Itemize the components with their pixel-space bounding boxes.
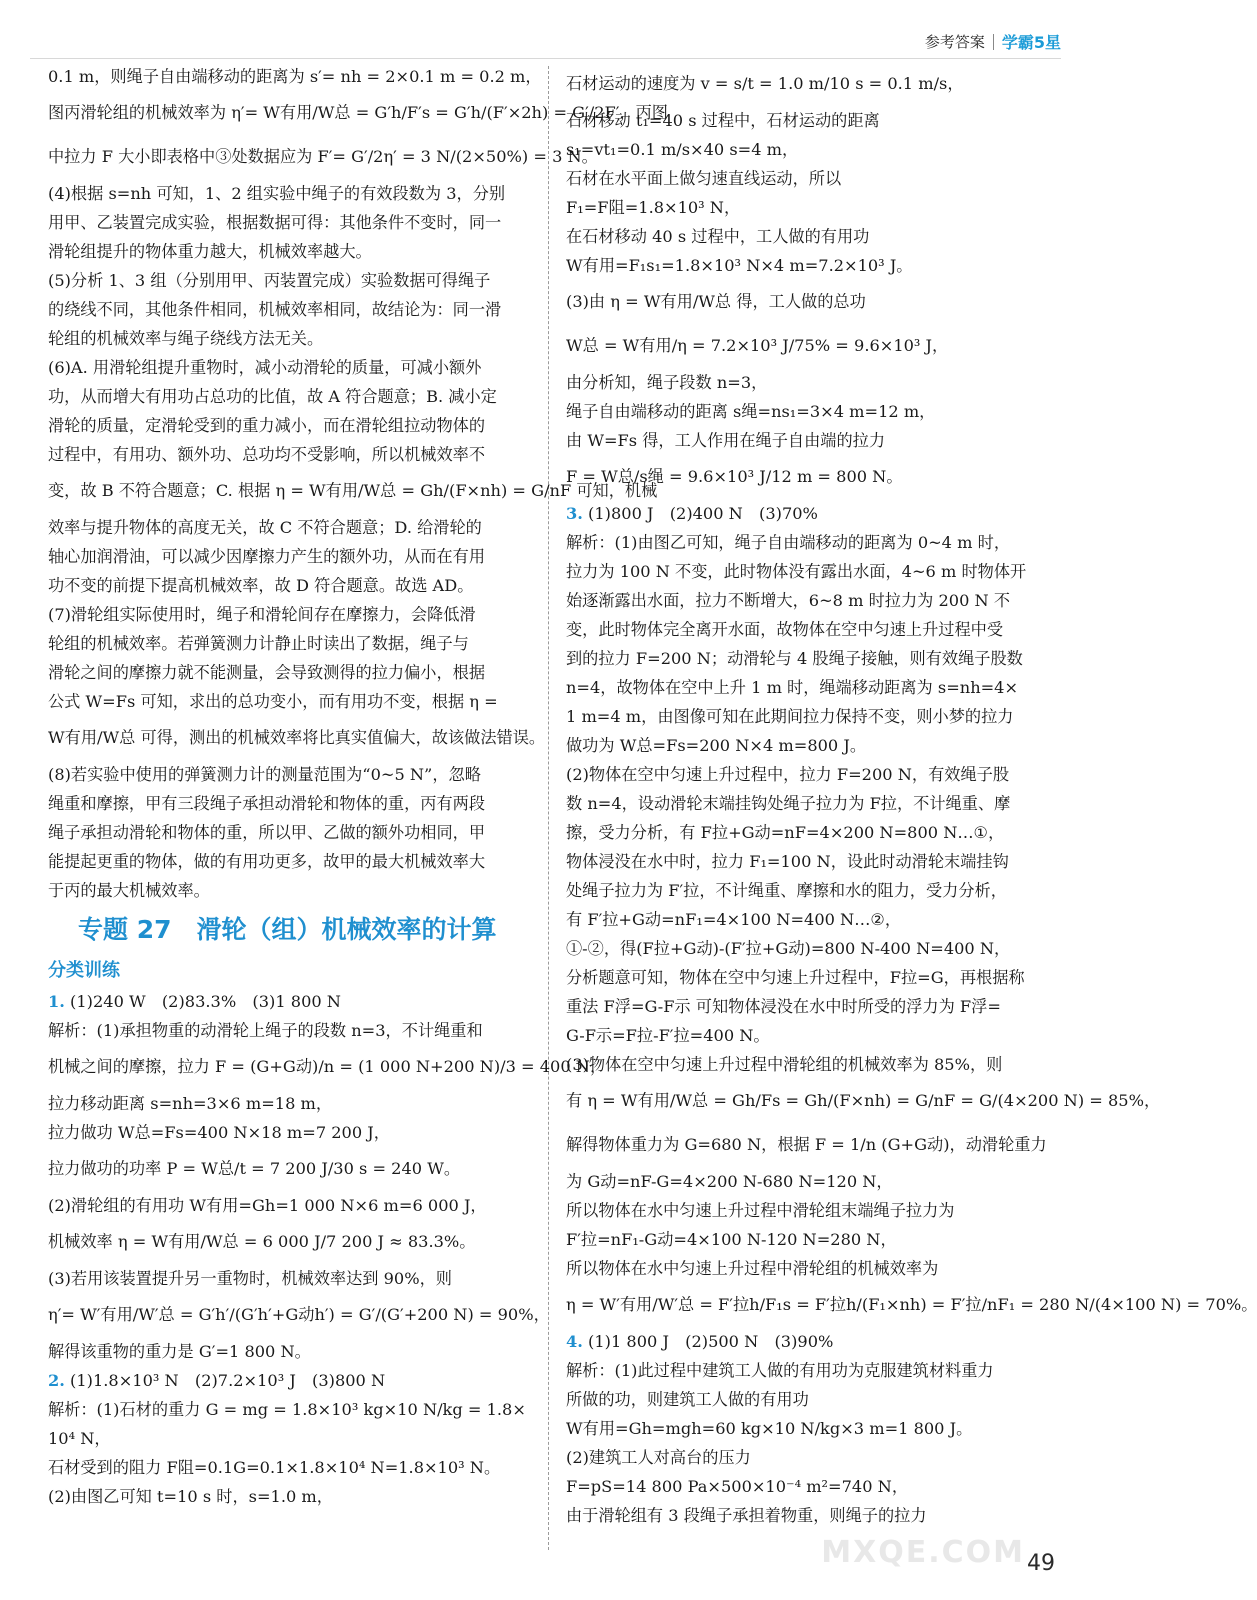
text-line: W有用/W总 可得，测出的机械效率将比真实值偏大，故该做法错误。 [48,728,546,747]
right-column [566,62,1257,1530]
text-line: 拉力做功 W总=Fs=400 N×18 m=7 200 J， [48,1123,390,1142]
text-line: 石材在水平面上做匀速直线运动，所以 [566,169,842,188]
text-line: 效率与提升物体的高度无关，故 C 不符合题意；D. 给滑轮的 [48,518,482,537]
text-line: 绳子承担动滑轮和物体的重，所以甲、乙做的额外功相同，甲 [48,823,486,842]
text-line: 解得物体重力为 G=680 N，根据 F = 1/n (G+G动)，动滑轮重力 [566,1135,1047,1154]
text-line: 绳重和摩擦，甲有三段绳子承担动滑轮和物体的重，丙有两段 [48,794,486,813]
text-line: 拉力做功的功率 P = W总/t = 7 200 J/30 s = 240 W。 [48,1159,461,1178]
header-section-label: 参考答案 [924,33,985,51]
watermark: MXQE.COM [821,1535,1025,1570]
text-line: 石材运动的速度为 v = s/t = 1.0 m/10 s = 0.1 m/s， [566,74,964,93]
section-title [48,905,543,955]
text-line: 解析：(1)由图乙可知，绳子自由端移动的距离为 0~4 m 时， [566,533,1011,552]
text-line: G-F示=F拉-F′拉=400 N。 [566,1026,770,1045]
text-line: 解得该重物的重力是 G′=1 800 N。 [48,1342,311,1361]
text-line: 滑轮组提升的物体重力越大，机械效率越大。 [48,242,372,261]
text-line: 由 W=Fs 得，工人作用在绳子自由端的拉力 [566,431,886,450]
text-line: 处绳子拉力为 F′拉，不计绳重、摩擦和水的阻力，受力分析， [566,881,1007,900]
subsection-heading: 分类训练 [48,960,120,981]
text-line: 机械效率 η = W有用/W总 = 6 000 J/7 200 J ≈ 83.3%。 [48,1232,476,1251]
text-line: n=4，故物体在空中上升 1 m 时，绳端移动距离为 s=nh=4× [566,678,1019,697]
text-line: F=pS=14 800 Pa×500×10⁻⁴ m²=740 N， [566,1477,909,1496]
text-line: (3)若用该装置提升另一重物时，机械效率达到 90%，则 [48,1269,452,1288]
text-line: F₁=F阻=1.8×10³ N， [566,198,741,217]
text-line: 拉力为 100 N 不变，此时物体没有露出水面，4~6 m 时物体开 [566,562,1027,581]
right-text-block [566,62,1257,1530]
text-line: 能提起更重的物体，做的有用功更多，故甲的最大机械效率大 [48,852,486,871]
question-number: 3. [566,504,583,523]
text-line: 滑轮之间的摩擦力就不能测量，会导致测得的拉力偏小，根据 [48,663,486,682]
text-line: (8)若实验中使用的弹簧测力计的测量范围为“0~5 N”，忽略 [48,765,481,784]
text-line: (2)由图乙可知 t=10 s 时，s=1.0 m， [48,1487,333,1506]
text-line: 的绕线不同，其他条件相同，机械效率相同，故结论为：同一滑 [48,300,502,319]
text-line: 石材受到的阻力 F阻=0.1G=0.1×1.8×10⁴ N=1.8×10³ N。 [48,1458,501,1477]
left-text-block-2 [48,987,607,1511]
text-line: η = W′有用/W′总 = F′拉h/F₁s = F′拉h/(F₁×nh) = F′拉/nF₁ = 280 N/(4×100 N) = 70%。 [566,1295,1257,1314]
text-line: 1 m=4 m，由图像可知在此期间拉力保持不变，则小梦的拉力 [566,707,1014,726]
text-line: 有 η = W有用/W总 = Gh/Fs = Gh/(F×nh) = G/nF = G/(4×200 N) = 85%， [566,1091,1161,1110]
text-line: 过程中，有用功、额外功、总功均不受影响，所以机械效率不 [48,445,486,464]
text-line: 公式 W=Fs 可知，求出的总功变小，而有用功不变，根据 η = [48,692,498,711]
text-line: (5)分析 1、3 组（分别用甲、丙装置完成）实验数据可得绳子 [48,271,491,290]
question-number: 1. [48,992,65,1011]
text-line: 轮组的机械效率。若弹簧测力计静止时读出了数据，绳子与 [48,634,469,653]
text-line: (2)建筑工人对高台的压力 [566,1448,751,1467]
text-line: 功不变的前提下提高机械效率，故 D 符合题意。故选 AD。 [48,576,474,595]
text-line: 0.1 m，则绳子自由端移动的距离为 s′= nh = 2×0.1 m = 0.2 m， [48,67,542,86]
section-label: 专题 27 [78,915,172,944]
text-line: 2. (1)1.8×10³ N (2)7.2×10³ J (3)800 N [48,1371,386,1390]
text-line: ①-②，得(F拉+G动)-(F′拉+G动)=800 N-400 N=400 N， [566,939,1011,958]
page-number: 49 [1027,1551,1055,1576]
column-divider [548,66,549,1550]
text-line: 所以物体在水中匀速上升过程中滑轮组末端绳子拉力为 [566,1201,955,1220]
page-header [925,30,1061,53]
text-line: 做功为 W总=Fs=200 N×4 m=800 J。 [566,736,867,755]
text-line: 在石材移动 40 s 过程中，工人做的有用功 [566,227,870,246]
text-line: η′= W′有用/W′总 = G′h′/(G′h′+G动h′) = G′/(G′+200 N) = 90%， [48,1305,550,1324]
text-line: 绳子自由端移动的距离 s绳=ns₁=3×4 m=12 m， [566,402,936,421]
text-line: 解析：(1)承担物重的动滑轮上绳子的段数 n=3，不计绳重和 [48,1021,483,1040]
text-line: (2)物体在空中匀速上升过程中，拉力 F=200 N，有效绳子股 [566,765,1010,784]
text-line: 机械之间的摩擦，拉力 F = (G+G动)/n = (1 000 N+200 N)/3 = 400 N， [48,1057,607,1076]
text-line: 数 n=4，设动滑轮末端挂钩处绳子拉力为 F拉，不计绳重、摩 [566,794,1011,813]
text-line: 有 F′拉+G动=nF₁=4×100 N=400 N…②， [566,910,902,929]
text-line: 重法 F浮=G-F示 可知物体浸没在水中时所受的浮力为 F浮= [566,997,1001,1016]
section-title-text: 滑轮（组）机械效率的计算 [196,915,497,944]
text-line: 变，此时物体完全离开水面，故物体在空中匀速上升过程中受 [566,620,1004,639]
text-line: 滑轮的质量，定滑轮受到的重力减小，而在滑轮组拉动物体的 [48,416,486,435]
text-line: W总 = W有用/η = 7.2×10³ J/75% = 9.6×10³ J， [566,336,949,355]
text-line: (7)滑轮组实际使用时，绳子和滑轮间存在摩擦力，会降低滑 [48,605,476,624]
text-line: 1. (1)240 W (2)83.3% (3)1 800 N [48,992,341,1011]
text-line: 用甲、乙装置完成实验，根据数据可得：其他条件不变时，同一 [48,213,502,232]
text-line: 所做的功，则建筑工人做的有用功 [566,1390,809,1409]
text-line: 变，故 B 不符合题意；C. 根据 η = W有用/W总 = Gh/(F×nh) = G/nF 可知，机械 [48,481,658,500]
text-line: 中拉力 F 大小即表格中③处数据应为 F′= G′/2η′ = 3 N/(2×50%) = 3 N。 [48,147,598,166]
text-line: F′拉=nF₁-G动=4×100 N-120 N=280 N， [566,1230,897,1249]
text-line: 物体浸没在水中时，拉力 F₁=100 N，设此时动滑轮末端挂钩 [566,852,1009,871]
text-line: 由分析知，绳子段数 n=3， [566,373,768,392]
text-line: s₁=vt₁=0.1 m/s×40 s=4 m， [566,140,799,159]
text-line: 3. (1)800 J (2)400 N (3)70% [566,504,818,523]
header-separator [993,34,994,50]
text-line: W有用=F₁s₁=1.8×10³ N×4 m=7.2×10³ J。 [566,256,913,275]
text-line: (4)根据 s=nh 可知，1、2 组实验中绳子的有效段数为 3，分别 [48,184,506,203]
header-rule [30,58,1061,59]
text-line: 图丙滑轮组的机械效率为 η′= W有用/W总 = G′h/F′s = G′h/(F′×2h) = G′/2F′，丙图 [48,103,668,122]
text-line: 到的拉力 F=200 N；动滑轮与 4 股绳子接触，则有效绳子股数 [566,649,1023,668]
question-number: 2. [48,1371,65,1390]
question-number: 4. [566,1332,583,1351]
text-line: (3)物体在空中匀速上升过程中滑轮组的机械效率为 85%，则 [566,1055,1003,1074]
text-line: 于丙的最大机械效率。 [48,881,210,900]
text-line: 分析题意可知，物体在空中匀速上升过程中，F拉=G，再根据称 [566,968,1025,987]
text-line: 解析：(1)此过程中建筑工人做的有用功为克服建筑材料重力 [566,1361,994,1380]
text-line: 轮组的机械效率与绳子绕线方法无关。 [48,329,324,348]
text-line: W有用=Gh=mgh=60 kg×10 N/kg×3 m=1 800 J。 [566,1419,973,1438]
text-line: 擦，受力分析，有 F拉+G动=nF=4×200 N=800 N…①， [566,823,1005,842]
text-line: 拉力移动距离 s=nh=3×6 m=18 m， [48,1094,333,1113]
text-line: (3)由 η = W有用/W总 得，工人做的总功 [566,292,866,311]
text-line: (6)A. 用滑轮组提升重物时，减小动滑轮的质量，可减小额外 [48,358,482,377]
text-line: 为 G动=nF-G=4×200 N-680 N=120 N， [566,1172,893,1191]
text-line: 10⁴ N， [48,1429,111,1448]
header-brand-logo: 学霸5星 [1001,33,1061,52]
text-line: 由于滑轮组有 3 段绳子承担着物重，则绳子的拉力 [566,1506,927,1525]
text-line: 始逐渐露出水面，拉力不断增大，6~8 m 时拉力为 200 N 不 [566,591,1011,610]
text-line: 4. (1)1 800 J (2)500 N (3)90% [566,1332,834,1351]
text-line: 功，从而增大有用功占总功的比值，故 A 符合题意；B. 减小定 [48,387,497,406]
text-line: 所以物体在水中匀速上升过程中滑轮组的机械效率为 [566,1259,939,1278]
text-line: 石材移动 t₁=40 s 过程中，石材运动的距离 [566,111,880,130]
text-line: F = W总/s绳 = 9.6×10³ J/12 m = 800 N。 [566,467,903,486]
text-line: 解析：(1)石材的重力 G = mg = 1.8×10³ kg×10 N/kg = 1.8× [48,1400,526,1419]
text-line: (2)滑轮组的有用功 W有用=Gh=1 000 N×6 m=6 000 J， [48,1196,487,1215]
text-line: 轴心加润滑油，可以减少因摩擦力产生的额外功，从而在有用 [48,547,486,566]
